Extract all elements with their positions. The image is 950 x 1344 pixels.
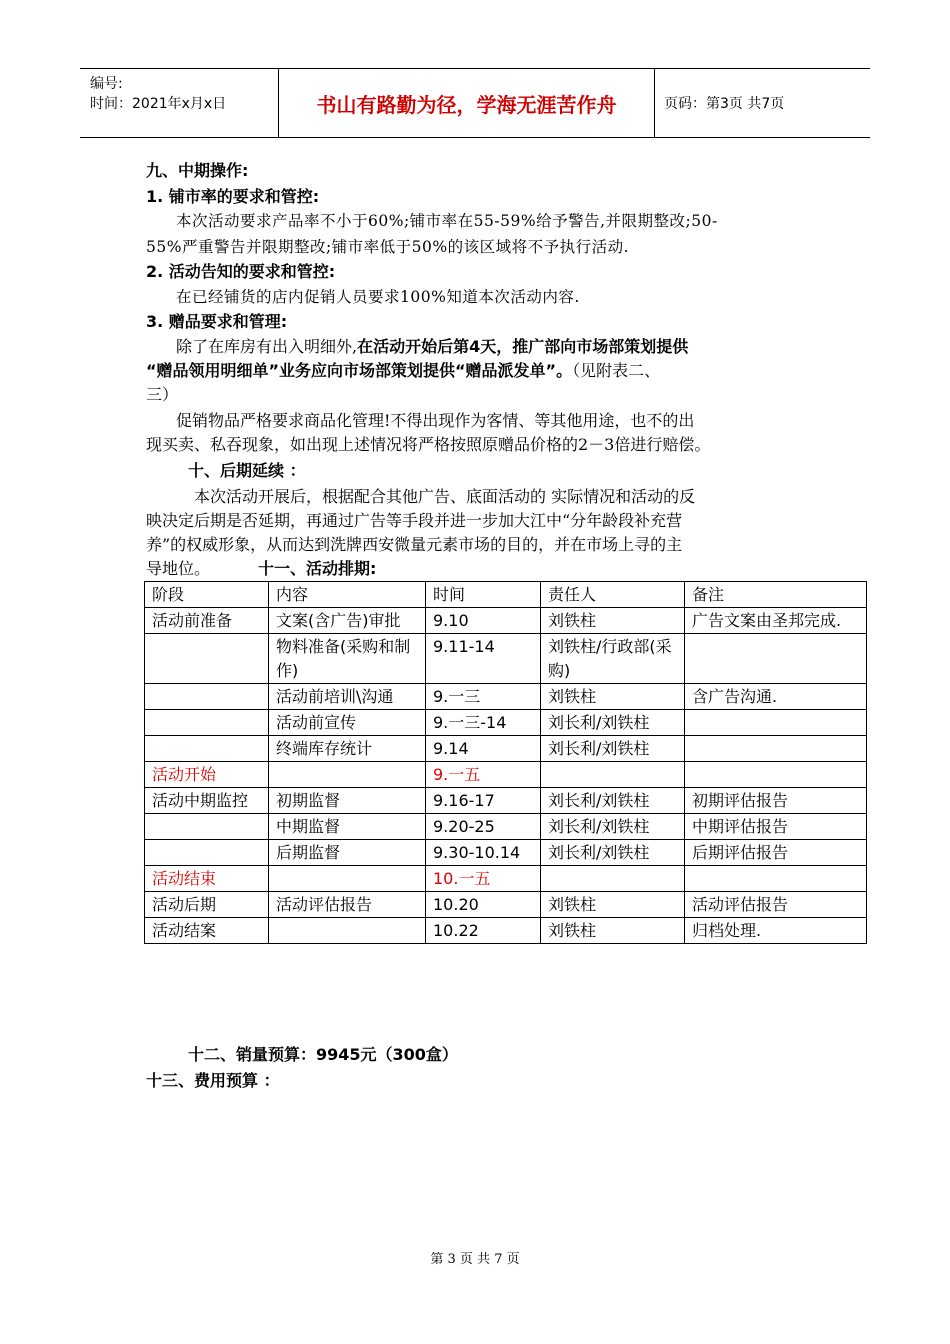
table-cell [269, 918, 426, 944]
table-row [145, 736, 867, 762]
table-header-row [145, 582, 867, 608]
table-cell: 10.一五 [426, 866, 541, 892]
table-cell: 中期监督 [269, 814, 426, 840]
date-label: 时间：2021年x月x日 [90, 96, 227, 112]
section-9-1-text: 55%严重警告并限期整改;铺市率低于50%的该区域将不予执行活动. [146, 238, 630, 256]
table-header-cell: 阶段 [145, 582, 269, 608]
table-cell [685, 866, 867, 892]
table-cell: 活动前准备 [145, 608, 269, 634]
table-header-cell: 时间 [426, 582, 541, 608]
section-10-title: 十、后期延续 ： [188, 461, 306, 480]
table-cell: 活动评估报告 [685, 892, 867, 918]
section-9-3-text: “赠品领用明细单”业务应向市场部策划提供“赠品派发单”。（见附表二、 [146, 361, 661, 380]
table-cell: 后期评估报告 [685, 840, 867, 866]
section-9-2-title: 2. 活动告知的要求和管控: [146, 262, 336, 281]
section-10-text: 映决定后期是否延期，再通过广告等手段并进一步加大江中“分年龄段补充营 [146, 511, 683, 530]
section-9-3-text: 除了在库房有出入明细外,在活动开始后第4天，推广部向市场部策划提供 [176, 337, 689, 356]
table-cell [685, 762, 867, 788]
table-cell: 活动结案 [145, 918, 269, 944]
number-label: 编号: [90, 76, 123, 92]
table-cell [685, 736, 867, 762]
table-header-cell: 备注 [685, 582, 867, 608]
table-cell [145, 710, 269, 736]
table-cell: 活动中期监控 [145, 788, 269, 814]
section-9-3-text: 现买卖、私吞现象，如出现上述情况将严格按照原赠品价格的2－3倍进行赔偿。 [146, 435, 711, 454]
table-cell: 刘铁柱 [541, 918, 685, 944]
table-cell [145, 736, 269, 762]
table-cell: 刘铁柱/行政部(采购) [541, 634, 685, 684]
section-13-title: 十三、费用预算 ： [146, 1071, 280, 1090]
table-cell: 9.一三 [426, 684, 541, 710]
table-row [145, 892, 867, 918]
table-cell: 广告文案由圣邦完成. [685, 608, 867, 634]
header-meta [80, 69, 279, 137]
page-header [80, 68, 870, 138]
table-cell: 文案(含广告)审批 [269, 608, 426, 634]
section-10-text: 本次活动开展后，根据配合其他广告、底面活动的 实际情况和活动的反 [194, 487, 696, 506]
table-cell: 刘长利/刘铁柱 [541, 736, 685, 762]
schedule-table [144, 581, 867, 944]
table-cell: 活动开始 [145, 762, 269, 788]
table-cell [541, 762, 685, 788]
table-cell: 9.14 [426, 736, 541, 762]
table-row [145, 634, 867, 684]
table-row [145, 684, 867, 710]
section-9-3-text: 促销物品严格要求商品化管理!不得出现作为客情、等其他用途，也不的出 [176, 411, 695, 430]
table-cell [145, 840, 269, 866]
table-cell [145, 684, 269, 710]
table-cell: 9.10 [426, 608, 541, 634]
table-cell: 物料准备(采购和制作) [269, 634, 426, 684]
header-motto: 书山有路勤为径，学海无涯苦作舟 [279, 69, 655, 137]
table-header-cell: 内容 [269, 582, 426, 608]
table-row [145, 762, 867, 788]
table-row [145, 788, 867, 814]
table-cell: 刘长利/刘铁柱 [541, 788, 685, 814]
table-cell: 刘长利/刘铁柱 [541, 840, 685, 866]
section-9-1-title: 1. 铺市率的要求和管控: [146, 187, 320, 206]
section-10-text: 导地位。 [146, 559, 211, 578]
table-cell [541, 866, 685, 892]
table-cell: 10.20 [426, 892, 541, 918]
table-cell [145, 814, 269, 840]
table-cell: 活动结束 [145, 866, 269, 892]
table-cell: 活动前培训\沟通 [269, 684, 426, 710]
table-cell: 刘长利/刘铁柱 [541, 814, 685, 840]
table-cell: 含广告沟通. [685, 684, 867, 710]
page-footer: 第 3 页 共 7 页 [430, 1252, 520, 1267]
table-row [145, 866, 867, 892]
table-cell: 活动后期 [145, 892, 269, 918]
table-cell: 9.一五 [426, 762, 541, 788]
table-cell: 刘长利/刘铁柱 [541, 710, 685, 736]
table-cell [269, 762, 426, 788]
table-cell [685, 634, 867, 684]
section-9-3-title: 3. 赠品要求和管理: [146, 312, 288, 331]
table-cell: 刘铁柱 [541, 684, 685, 710]
section-12-title: 十二、销量预算：9945元（300盒） [188, 1045, 458, 1064]
table-cell [685, 710, 867, 736]
header-page-label: 页码：第3页 共7页 [664, 96, 785, 112]
table-cell: 中期评估报告 [685, 814, 867, 840]
section-11-title: 十一、活动排期: [258, 559, 377, 578]
table-row [145, 710, 867, 736]
section-9-2-text: 在已经铺货的店内促销人员要求100%知道本次活动内容. [176, 288, 580, 306]
section-9-title: 九、中期操作: [146, 161, 249, 180]
table-cell: 10.22 [426, 918, 541, 944]
table-cell: 归档处理. [685, 918, 867, 944]
table-cell: 终端库存统计 [269, 736, 426, 762]
table-cell: 9.一三-14 [426, 710, 541, 736]
table-cell: 9.20-25 [426, 814, 541, 840]
table-row [145, 840, 867, 866]
table-cell: 9.16-17 [426, 788, 541, 814]
table-cell: 9.30-10.14 [426, 840, 541, 866]
table-cell: 刘铁柱 [541, 608, 685, 634]
table-cell: 9.11-14 [426, 634, 541, 684]
table-cell: 初期评估报告 [685, 788, 867, 814]
table-row [145, 918, 867, 944]
table-cell: 刘铁柱 [541, 892, 685, 918]
section-9-1-text: 本次活动要求产品率不小于60%;铺市率在55-59%给予警告,并限期整改;50- [176, 212, 718, 230]
section-9-3-text: 三） [146, 385, 179, 404]
table-cell: 后期监督 [269, 840, 426, 866]
table-header-cell: 责任人 [541, 582, 685, 608]
table-cell: 活动前宣传 [269, 710, 426, 736]
table-row [145, 814, 867, 840]
table-cell [269, 866, 426, 892]
table-cell: 活动评估报告 [269, 892, 426, 918]
table-cell [145, 634, 269, 684]
section-10-text: 养”的权威形象，从而达到洗牌西安微量元素市场的目的，并在市场上寻的主 [146, 535, 683, 554]
table-cell: 初期监督 [269, 788, 426, 814]
table-row [145, 608, 867, 634]
